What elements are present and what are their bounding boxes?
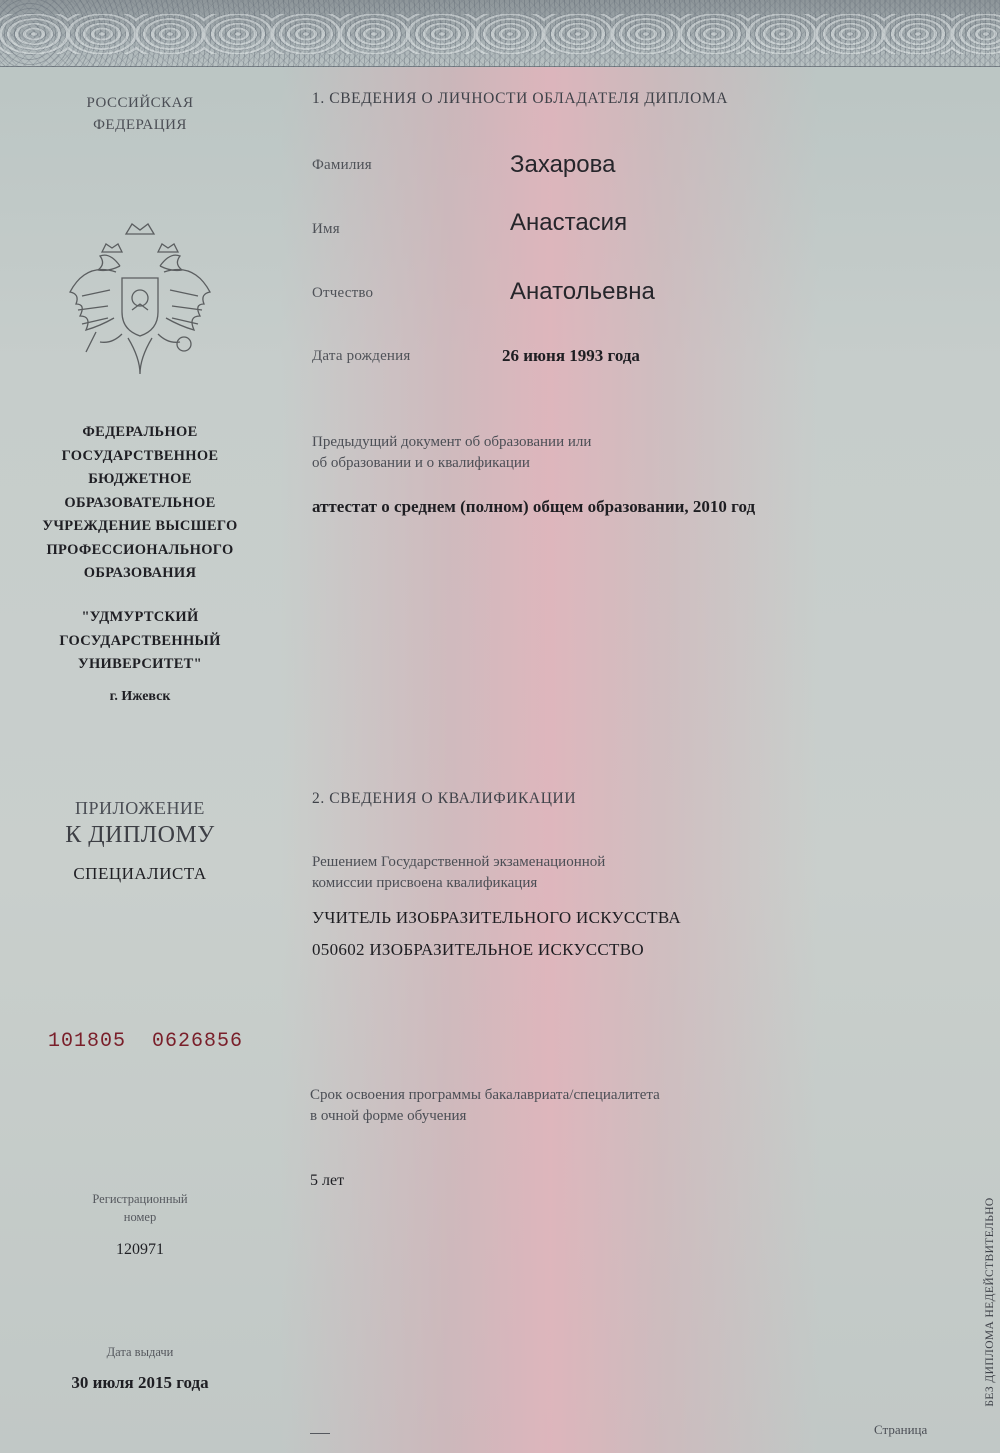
- guilloche-pattern: [0, 14, 1000, 54]
- registration-label-line-2: номер: [123, 1210, 157, 1224]
- study-term-value: 5 лет: [310, 1172, 345, 1189]
- institution-line-6: ПРОФЕССИОНАЛЬНОГО: [46, 541, 234, 558]
- patronymic-value: Анатольевна: [510, 278, 655, 305]
- footer-dash: [310, 1433, 330, 1434]
- study-term-label: [310, 1085, 660, 1127]
- surname-label: Фамилия: [312, 157, 372, 173]
- registration-label-line-1: Регистрационный: [92, 1192, 188, 1206]
- institution-line-2: ГОСУДАРСТВЕННОЕ: [61, 447, 219, 464]
- institution-line-4: ОБРАЗОВАТЕЛЬНОЕ: [64, 494, 216, 511]
- previous-document-label-line-1: Предыдущий документ об образовании или: [312, 434, 592, 450]
- name-value: Анастасия: [510, 209, 628, 236]
- serial-number: 101805 0626856: [48, 1030, 244, 1053]
- institution-line-7: ОБРАЗОВАНИЯ: [83, 565, 197, 581]
- doc-title-line-1: ПРИЛОЖЕНИЕ: [75, 798, 205, 818]
- qualification-value: [312, 902, 681, 966]
- section-2-title: 2. СВЕДЕНИЯ О КВАЛИФИКАЦИИ: [312, 790, 577, 807]
- page-label: Страница: [874, 1422, 928, 1437]
- registration-label: [40, 1190, 240, 1226]
- qualification-line-2: 050602 ИЗОБРАЗИТЕЛЬНОЕ ИСКУССТВО: [312, 940, 644, 959]
- city: г. Ижевск: [109, 689, 171, 704]
- institution-line-1: ФЕДЕРАЛЬНОЕ: [82, 424, 198, 440]
- institution-type: [30, 421, 250, 586]
- surname-value: Захарова: [510, 151, 616, 178]
- birth-date-value: 26 июня 1993 года: [502, 346, 640, 365]
- qualification-decision-label-line-2: комиссии присвоена квалификация: [312, 875, 538, 891]
- issue-date-label: Дата выдачи: [106, 1345, 174, 1359]
- previous-document-value: аттестат о среднем (полном) общем образовании, 2010 год: [312, 497, 756, 516]
- country-line-2: ФЕДЕРАЦИЯ: [93, 117, 187, 133]
- qualification-decision-label: [312, 852, 605, 894]
- country-line-1: РОССИЙСКАЯ: [86, 95, 194, 111]
- study-term-label-line-1: Срок освоения программы бакалавриата/специалитета: [310, 1087, 660, 1103]
- russian-coat-of-arms-emblem-icon: [62, 212, 218, 382]
- university-line-2: ГОСУДАРСТВЕННЫЙ: [59, 632, 221, 649]
- guilloche-border-top: [0, 0, 1000, 67]
- section-1-title: 1. СВЕДЕНИЯ О ЛИЧНОСТИ ОБЛАДАТЕЛЯ ДИПЛОМА: [312, 90, 729, 107]
- patronymic-label: Отчество: [312, 285, 374, 301]
- institution-line-5: УЧРЕЖДЕНИЕ ВЫСШЕГО: [42, 518, 238, 534]
- institution-line-3: БЮДЖЕТНОЕ: [88, 471, 192, 487]
- university-name: [30, 606, 250, 677]
- issue-date: 30 июля 2015 года: [71, 1373, 209, 1392]
- qualification-decision-label-line-1: Решением Государственной экзаменационной: [312, 854, 606, 870]
- qualification-line-1: УЧИТЕЛЬ ИЗОБРАЗИТЕЛЬНОГО ИСКУССТВА: [312, 908, 681, 927]
- university-line-1: "УДМУРТСКИЙ: [81, 609, 199, 625]
- registration-number: 120971: [116, 1241, 164, 1258]
- previous-document-label: [312, 432, 591, 474]
- country-name: [40, 92, 240, 136]
- study-term-label-line-2: в очной форме обучения: [310, 1108, 467, 1124]
- university-line-3: УНИВЕРСИТЕТ": [78, 656, 202, 672]
- vertical-validity-note: БЕЗ ДИПЛОМА НЕДЕЙСТВИТЕЛЬНО: [984, 1197, 996, 1407]
- name-label: Имя: [312, 221, 340, 237]
- birth-date-label: Дата рождения: [312, 348, 411, 364]
- doc-title-line-2: К ДИПЛОМУ: [65, 822, 215, 848]
- doc-title-line-3: СПЕЦИАЛИСТА: [73, 864, 207, 883]
- previous-document-label-line-2: об образовании и о квалификации: [312, 455, 530, 471]
